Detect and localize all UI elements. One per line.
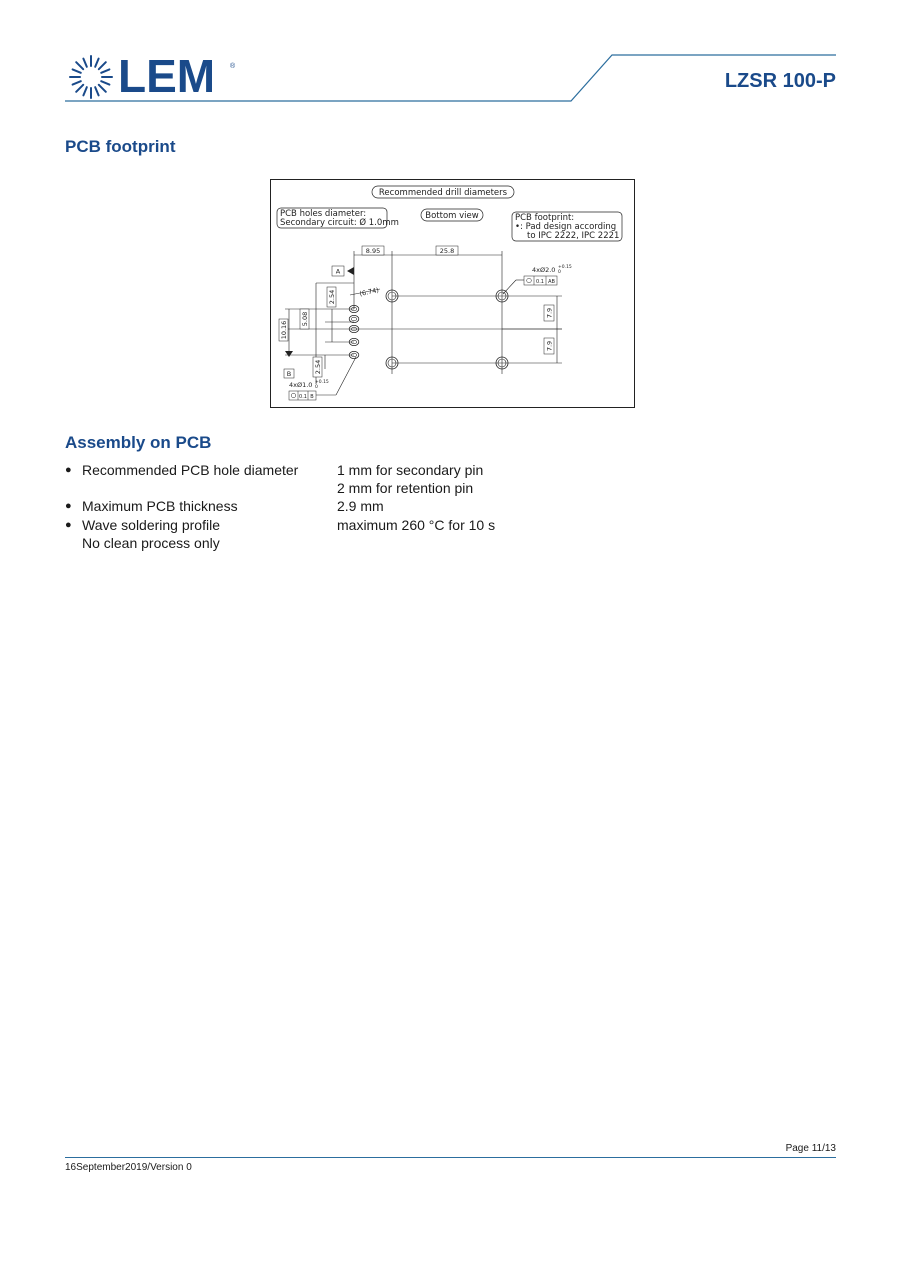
retention-tol: +0.15 [558, 265, 572, 270]
lem-sun-icon [70, 56, 112, 98]
footer-rule [65, 1157, 836, 1158]
pcb-footprint-title: PCB footprint [65, 137, 176, 156]
dim-25-8: 25.8 [439, 247, 455, 255]
assembly-value: 2.9 mm [337, 498, 384, 515]
bullet-icon: ● [65, 464, 72, 476]
dim-6-74: (6.74) [358, 286, 380, 298]
bullet-icon: ● [65, 500, 72, 513]
dim-7-9-top: 7.9 [545, 307, 554, 319]
holes-note-line1: PCB holes diameter: [280, 209, 367, 219]
dim-7-9-bottom: 7.9 [545, 340, 554, 352]
bullet-icon: ● [65, 518, 72, 531]
view-label: Bottom view [425, 211, 479, 221]
assembly-label: Maximum PCB thickness [82, 498, 238, 515]
registered-mark: ® [230, 63, 236, 70]
retention-hole-callout: 4xØ2.0 [532, 266, 556, 274]
dim-2-54-bottom: 2.54 [314, 359, 322, 375]
assembly-value: maximum 260 °C for 10 s [337, 516, 496, 533]
assembly-title: Assembly on PCB [65, 433, 212, 452]
footprint-note-line1: PCB footprint: [515, 213, 575, 223]
datum-a: A [335, 267, 341, 276]
pcb-footprint-drawing [270, 179, 636, 409]
page-number: Page 11/13 [785, 1143, 836, 1154]
retention-fcf-ref: AB [548, 279, 555, 285]
dim-8-95: 8.95 [365, 247, 381, 255]
secondary-fcf-value: 0.1 [299, 394, 307, 400]
dim-2-54-top: 2.54 [328, 289, 336, 305]
retention-tol-low: 0 [558, 270, 561, 275]
assembly-label: No clean process only [82, 534, 220, 551]
header-graphics [0, 0, 900, 110]
footer-date-version: 16September2019/Version 0 [65, 1162, 192, 1173]
dim-5-08: 5.08 [301, 311, 309, 327]
lem-logo-text: LEM [118, 50, 216, 102]
secondary-hole-callout: 4xØ1.0 [289, 381, 313, 389]
assembly-value: 2 mm for retention pin [337, 480, 474, 497]
secondary-tol: +0.15 [315, 380, 329, 385]
secondary-fcf-ref: B [310, 394, 314, 400]
datum-b: B [286, 370, 292, 378]
retention-fcf-value: 0.1 [536, 279, 544, 285]
assembly-label: Wave soldering profile [82, 516, 220, 533]
holes-note-line2: Secondary circuit: Ø 1.0mm [280, 218, 399, 228]
product-name: LZSR 100-P [724, 70, 836, 92]
dim-10-16: 10.16 [280, 320, 288, 340]
assembly-label: Recommended PCB hole diameter [82, 462, 299, 478]
assembly-value: 1 mm for secondary pin [337, 462, 484, 478]
drawing-title: Recommended drill diameters [378, 188, 508, 198]
footprint-note-line3: to IPC 2222, IPC 2221 [527, 231, 620, 241]
secondary-tol-low: 0 [315, 385, 318, 390]
footprint-note-line2: •: Pad design according [515, 222, 617, 232]
